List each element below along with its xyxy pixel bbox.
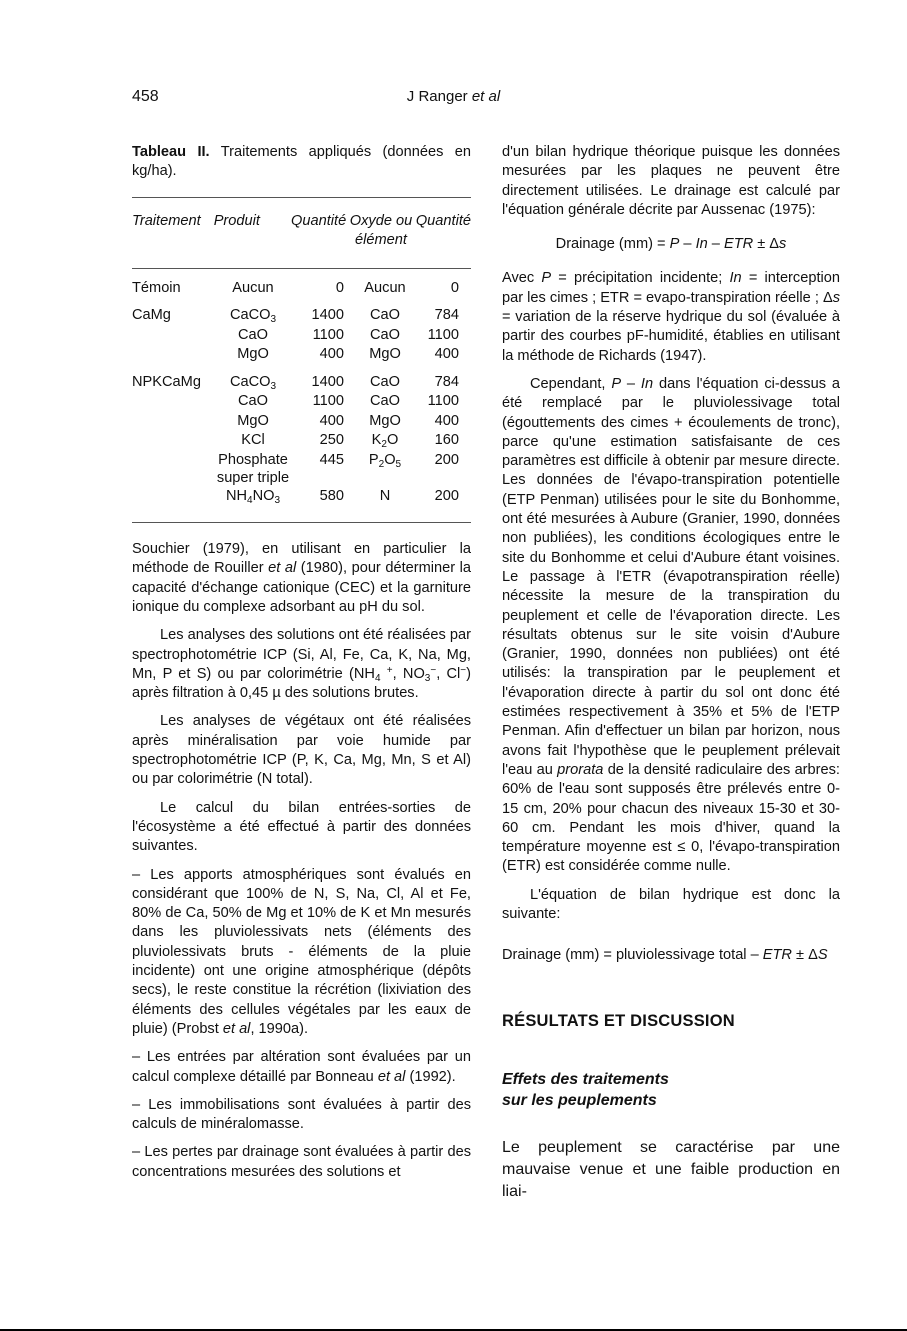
table-row [132,306,471,326]
cell-quantite2: 400 [434,412,459,429]
cell-traitement: NPKCaMg [132,373,201,390]
cell-traitement [132,431,214,451]
paragraph: – Les pertes par drainage sont évaluées à partir des concentrations mesurées des solutions et [132,1144,471,1180]
table-header-rule [132,268,471,269]
subsection-heading-line2: sur les peuplements [502,1091,657,1109]
table-row [132,365,471,373]
cell-quantite: 1100 [312,326,344,343]
cell-produit: $NH_4NO_3$ [225,487,281,506]
cell-quantite2: 784 [434,373,459,390]
cell-quantite2: 784 [434,307,459,324]
right-column [502,143,840,1203]
cell-quantite: 580 [319,487,344,504]
col-header-traitement: Traitement [132,212,201,229]
cell-oxyde: Aucun [364,279,406,296]
cell-produit: CaO [237,326,268,343]
table-caption-label: Tableau II. [132,144,210,160]
author-suffix: et al [471,88,501,105]
table-row [132,451,471,487]
cell-quantite2: 0 [450,279,459,296]
cell-produit: CaCO$_3$ [229,373,277,392]
table-caption [132,143,471,182]
cell-traitement [132,412,214,432]
cell-produit: MgO [237,412,269,429]
cell-oxyde: CaO [369,373,400,390]
cell-quantite2: 400 [434,346,459,363]
cell-produit: MgO [237,346,269,363]
cell-oxyde: $P_2O_5$ [368,451,402,470]
table-row [132,279,471,299]
table-caption-text: Traitements appliqués (données en kg/ha). [132,144,471,180]
cell-oxyde: CaO [369,326,400,343]
cell-produit: Aucun [232,279,274,296]
paragraph: Le calcul du bilan entrées-sorties de l'écosystème a été effectué à partir des données suivantes. [132,799,471,855]
cell-quantite: 1400 [311,307,344,324]
running-header [0,88,907,105]
cell-quantite: 400 [319,346,344,363]
table-row [132,412,471,432]
cell-oxyde: $K_2O$ [371,432,399,451]
cell-traitement [132,392,214,412]
cell-quantite2: 200 [434,487,459,504]
cell-quantite: 445 [319,451,344,468]
cell-traitement: CaMg [132,307,171,324]
cell-traitement: Témoin [132,279,181,296]
subsection-heading [502,1069,840,1111]
paragraph: – Les immobilisations sont évaluées à partir des calculs de minéralomasse. [132,1096,471,1133]
table-bottom-rule [132,522,471,523]
equation-drainage: Drainage (mm) = P – In – ETR ± Δs [555,236,787,253]
paragraph: L'équation de bilan hydrique est donc la suivante: [502,886,840,922]
table-row [132,373,471,393]
table-top-rule [132,197,471,198]
col-header-quantite: Quantité [291,212,347,229]
paragraph: Avec P = précipitation incidente; In = interception par les cimes ; ETR = evapo-transpiration réelle ; Δs = variation de la réserve hydrique du sol (évaluée à partir des courbes pF-humidité, établies en utilisant la méthode de Richards (1947). [502,270,840,364]
cell-produit: CaO [237,393,268,410]
treatments-table [132,212,471,250]
cell-oxyde: CaO [369,307,400,324]
cell-quantite2: 200 [434,451,459,468]
cell-quantite: 250 [319,432,344,449]
cell-quantite2: 1100 [427,393,459,410]
cell-quantite: 400 [319,412,344,429]
paragraph: Les analyses de végétaux ont été réalisées après minéralisation par voie humide par spectrophotométrie ICP (P, K, Ca, Mg, Mn, S et Al) ou par colorimétrie (N total). [132,713,471,788]
col-header-produit: Produit [213,212,260,229]
cell-oxyde: N [379,487,391,504]
equation-drainage-total: Drainage (mm) = pluviolessivage total – ETR ± ΔS [502,947,828,964]
table-row [132,487,471,507]
cell-produit: KCl [241,432,265,449]
author-name: J Ranger [406,88,468,105]
paragraph: d'un bilan hydrique théorique puisque les données mesurées par les plaques ne peuvent être directement utilisées. Le drainage est calculé par l'équation générale décrite par Aussenac (1975): [502,144,840,218]
table-row [132,298,471,306]
paragraph: Les analyses des solutions ont été réalisées par spectrophotométrie ICP (Si, Al, Fe, Ca, K, Na, Mg, Mn, P et S) ou par colorimétrie ($NH_4$ +, $NO_3^-$, Cl−) après filtration à 0,45 µ des solutions brutes. [132,627,471,702]
cell-quantite: 0 [335,279,344,296]
cell-quantite2: 160 [434,432,459,449]
cell-produit: CaCO$_3$ [229,307,277,326]
cell-traitement [132,487,214,507]
col-header-quantite2: Quantité [415,212,471,229]
cell-produit: Phosphate super triple [216,451,290,486]
table-row [132,326,471,346]
cell-quantite: 1100 [312,393,344,410]
paragraph: Le peuplement se caractérise par une mauvaise venue et une faible production en liai- [502,1138,840,1200]
cell-oxyde: MgO [369,412,401,429]
cell-quantite: 1400 [311,373,344,390]
paragraph: Souchier (1979), en utilisant en particulier la méthode de Rouiller et al (1980), pour déterminer la capacité d'échange cationique (CEC) et la garniture ionique du complexe adsorbant au pH du sol. [132,541,472,615]
left-column [132,143,471,1182]
section-heading: RÉSULTATS ET DISCUSSION [502,1011,735,1030]
table-row [132,392,471,412]
table-row [132,345,471,365]
cell-oxyde: MgO [369,346,401,363]
cell-oxyde: CaO [369,393,400,410]
cell-traitement [132,345,214,365]
table-row [132,431,471,451]
treatments-table-body [132,279,471,507]
page-number: 458 [132,88,159,105]
table-header-row [132,212,471,250]
subsection-heading-line1: Effets des traitements [502,1070,669,1088]
col-header-oxyde: Oxyde ou élément [349,212,413,248]
cell-traitement [132,451,214,487]
paragraph: – Les entrées par altération sont évaluées par un calcul complexe détaillé par Bonneau et al (1992). [132,1049,471,1085]
paragraph: – Les apports atmosphériques sont évalués en considérant que 100% de N, S, Na, Cl, Al et Fe, 80% de Ca, 50% de Mg et 10% de K et Mn mesurés dans les pluviolessivats nets (éléments des pluviolessivats bruts - éléments de la pluie incidente) ont une origine atmosphérique (dépôts secs), le reste constitue la récrétion (lixiviation des éléments des cellules végétales par les eaux de pluie) (Probst et al, 1990a). [132,866,471,1037]
cell-quantite2: 1100 [427,326,459,343]
paragraph: Cependant, P – In dans l'équation ci-dessus a été remplacé par le pluviolessivage total (égouttements des cimes + écoulements de tronc), parce qu'une estimation satisfaisante de ces paramètres est difficile à obtenir par mesure directe. Les données de l'évapo-transpiration potentielle (ETP Penman) utilisées pour le site du Bonhomme, ont été mesurées à Aubure (Granier, 1990, données non publiées), les conditions écologiques entre le site du Bonhomme et celui d'Aubure étant voisines. Le passage à l'ETR (évapotranspiration réelle) nécessite la mesure de la transpiration du peuplement et celle de l'évaporation directe. Les résultats obtenus sur le site voisin d'Aubure (Granier, 1990, données non publiées) ont été utilisés: la transpiration par le peuplement et l'évaporation directe à partir du sol ont donc été estimées respectivement à 35% et 5% de l'ETP Penman. Afin d'effectuer un bilan par horizon, nous avons fait l'hypothèse que le peuplement prélevait l'eau au prorata de la densité radiculaire des arbres: 60% de l'eau sont supposés être prélevés entre 0-15 cm, 20% pour chacun des niveaux 15-30 et 30-60 cm. Pendant les mois d'hiver, quand la température moyenne est ≤ 0, l'évapo-transpiration (ETR) est considérée comme nulle. [502,375,840,875]
cell-traitement [132,326,214,346]
